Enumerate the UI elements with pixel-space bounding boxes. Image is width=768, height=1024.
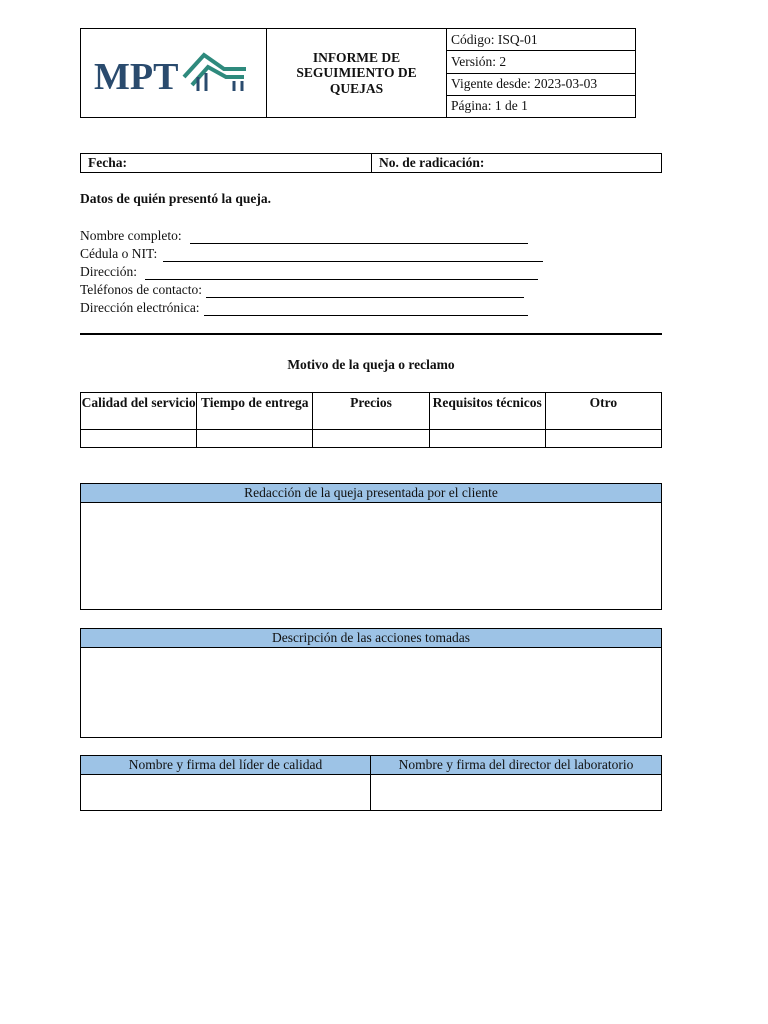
field-line[interactable]: [206, 285, 524, 298]
meta-version: Versión: 2: [447, 51, 635, 73]
lider-label: Nombre y firma del líder de calidad: [81, 756, 371, 774]
field-label: Nombre completo:: [80, 228, 182, 243]
document-meta: [447, 29, 635, 117]
logo: [81, 29, 267, 117]
motivo-table: [80, 392, 662, 448]
cedula-field[interactable]: [80, 244, 543, 262]
document-title: INFORME DE SEGUIMIENTO DE QUEJAS: [267, 29, 447, 117]
field-line[interactable]: [204, 303, 528, 316]
director-signature-field[interactable]: [371, 775, 661, 810]
fecha-row: [80, 153, 662, 173]
nombre-field[interactable]: [80, 226, 543, 244]
redaccion-section: [80, 483, 662, 610]
logo-text: MPT: [93, 56, 178, 98]
cat-tiempo-cell[interactable]: [197, 430, 313, 447]
fecha-field[interactable]: Fecha:: [81, 154, 372, 172]
section-divider: [80, 333, 662, 335]
email-field[interactable]: [80, 298, 543, 316]
complainant-fields: [80, 226, 543, 316]
field-line[interactable]: [145, 267, 538, 280]
cat-otro: Otro: [589, 395, 618, 410]
signatures-header-row: [81, 756, 661, 775]
field-line[interactable]: [190, 231, 528, 244]
acciones-header: Descripción de las acciones tomadas: [81, 629, 661, 648]
field-label: Teléfonos de contacto:: [80, 282, 203, 297]
cat-requisitos-cell[interactable]: [430, 430, 546, 447]
cat-calidad: Calidad del servicio: [81, 393, 197, 429]
meta-vigente: Vigente desde: 2023-03-03: [447, 74, 635, 96]
cat-precios-cell[interactable]: [313, 430, 429, 447]
field-label: Dirección electrónica:: [80, 300, 200, 315]
motivo-title: Motivo de la queja o reclamo: [287, 357, 455, 372]
cat-otro-cell[interactable]: [546, 430, 661, 447]
signatures-body-row: [81, 775, 661, 810]
cat-tiempo: Tiempo de entrega: [197, 393, 313, 429]
cat-calidad-cell[interactable]: [81, 430, 197, 447]
redaccion-header: Redacción de la queja presentada por el cliente: [81, 484, 661, 503]
document-header: [80, 28, 636, 118]
acciones-textarea[interactable]: [81, 648, 661, 737]
lider-signature-field[interactable]: [81, 775, 371, 810]
motivo-header-row: [81, 393, 661, 429]
field-line[interactable]: [163, 249, 543, 262]
field-label: Cédula o NIT:: [80, 246, 158, 261]
director-label: Nombre y firma del director del laboratorio: [398, 757, 634, 772]
mpt-logo-icon: [94, 47, 254, 99]
telefonos-field[interactable]: [80, 280, 543, 298]
signatures-table: [80, 755, 662, 811]
cat-precios: Precios: [313, 393, 429, 429]
meta-pagina: Página: 1 de 1: [451, 98, 528, 114]
meta-codigo: Código: ISQ-01: [447, 29, 635, 51]
direccion-field[interactable]: [80, 262, 543, 280]
radicacion-field[interactable]: No. de radicación:: [379, 155, 485, 170]
field-label: Dirección:: [80, 264, 137, 279]
acciones-section: [80, 628, 662, 738]
complainant-title: Datos de quién presentó la queja.: [80, 191, 272, 206]
cat-requisitos: Requisitos técnicos: [430, 393, 546, 429]
redaccion-textarea[interactable]: [81, 503, 661, 609]
motivo-input-row: [81, 429, 661, 447]
